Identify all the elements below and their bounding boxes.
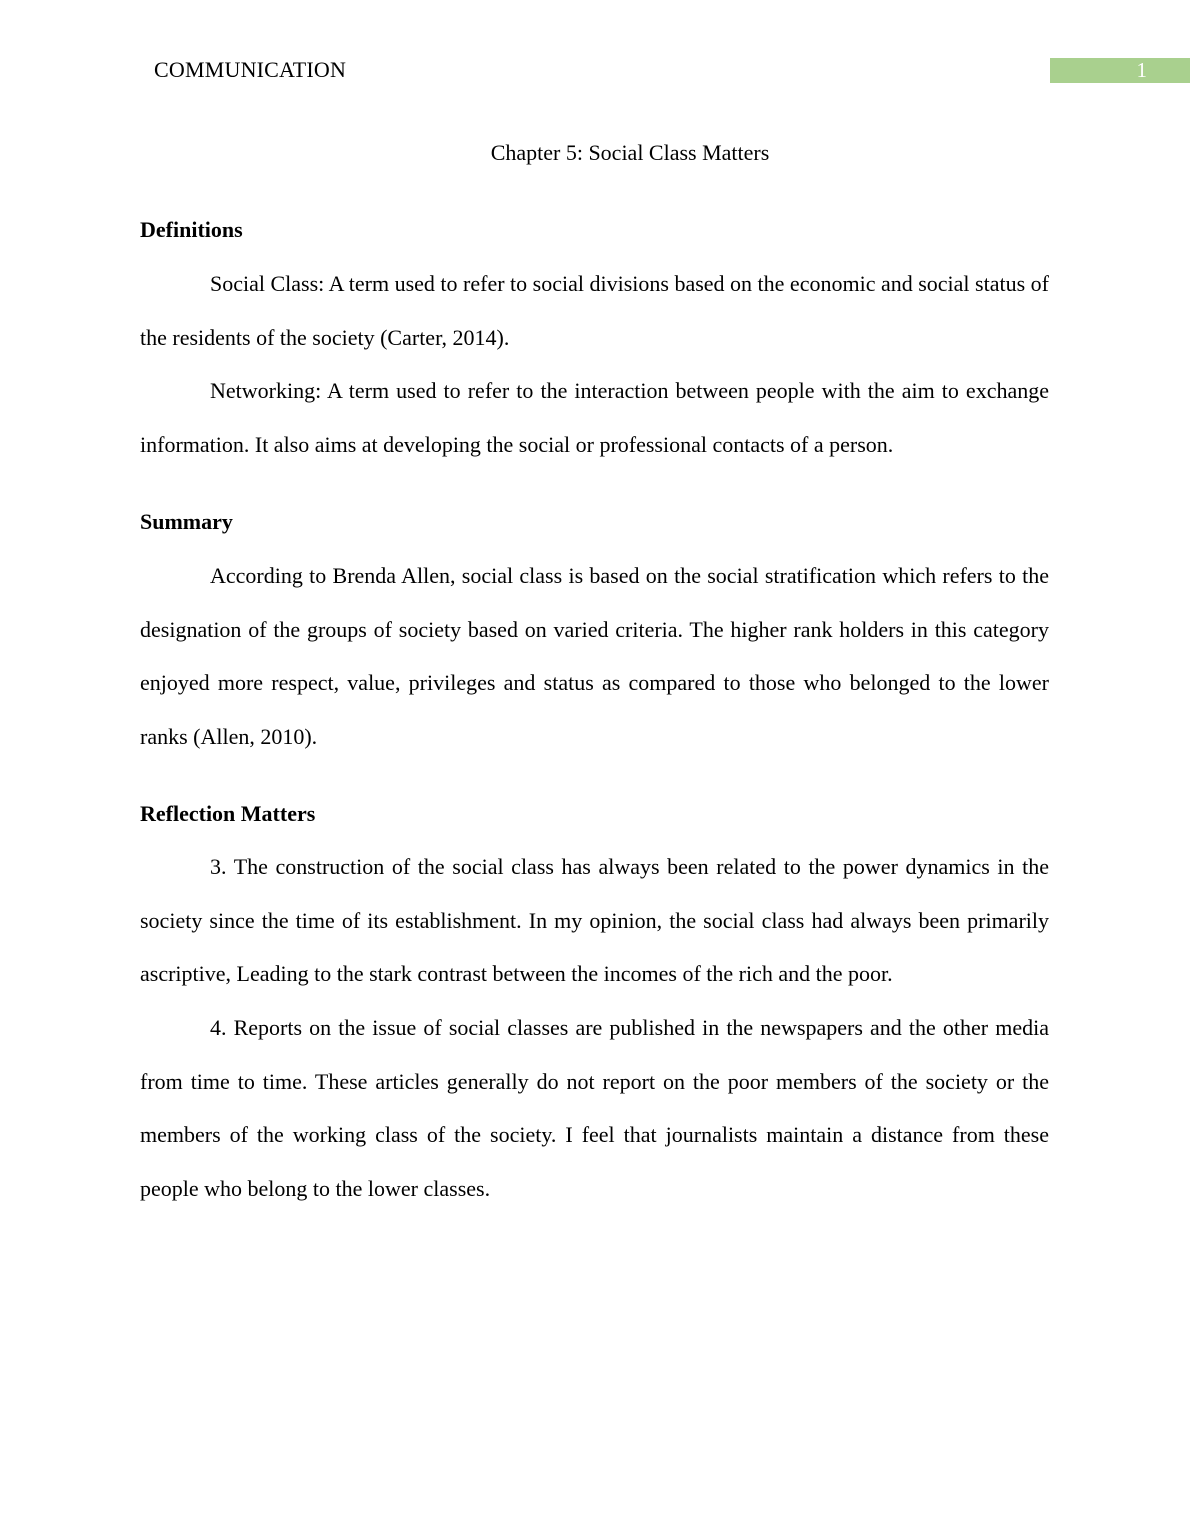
running-head: COMMUNICATION (154, 57, 347, 82)
page-number: 1 (1136, 58, 1147, 82)
chapter-title: Chapter 5: Social Class Matters (490, 140, 770, 165)
summary-paragraph: According to Brenda Allen, social class is based on the social stratification which refers to the designation of the groups of society based on varied criteria. The higher rank holders in this category enjoyed more respect, value, privileges and status as compared to those who belonged to the lower ranks (Allen, 2010). (140, 563, 1049, 750)
section-heading-reflection: Reflection Matters (140, 801, 316, 826)
reflection-paragraph-3: 3. The construction of the social class has always been related to the power dynamics in the society since the time of its establishment. In my opinion, the social class had always been primarily ascriptive, Leading to the stark contrast between the incomes of the rich and the poor. (140, 854, 1049, 987)
section-heading-summary: Summary (140, 509, 233, 534)
definition-social-class: Social Class: A term used to refer to social divisions based on the economic and social status of the residents of the society (Carter, 2014). (140, 271, 1049, 350)
section-heading-definitions: Definitions (140, 217, 243, 242)
reflection-paragraph-4: 4. Reports on the issue of social classes are published in the newspapers and the other media from time to time. These articles generally do not report on the poor members of the society or the members of the working class of the society. I feel that journalists maintain a distance from these people who belong to the lower classes. (140, 1015, 1049, 1202)
page-number-box (1050, 58, 1190, 83)
definition-networking: Networking: A term used to refer to the interaction between people with the aim to exchange information. It also aims at developing the social or professional contacts of a person. (140, 378, 1049, 457)
